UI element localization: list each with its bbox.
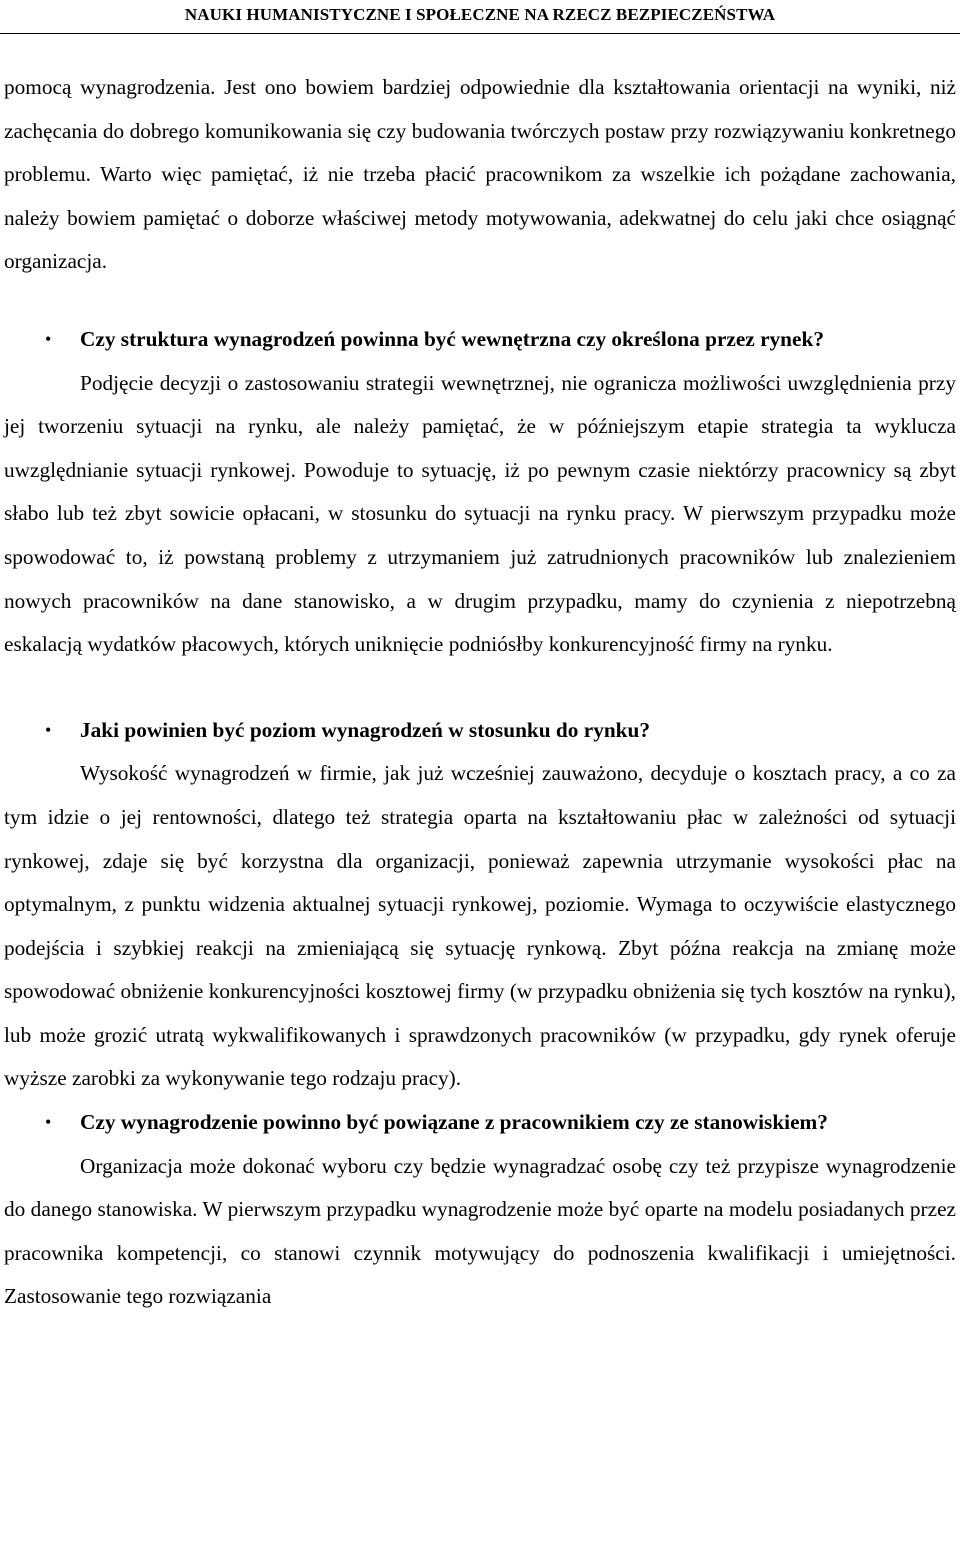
page-body bbox=[4, 66, 956, 1319]
spacer bbox=[4, 284, 956, 318]
question-heading-3 bbox=[4, 1101, 956, 1145]
paragraph-person-or-position: Organizacja może dokonać wyboru czy będzie wynagradzać osobę czy też przypisze wynagrodzenie do danego stanowiska. W pierwszym przypadku wynagrodzenie może być oparte na modelu posiadanych przez pracownika kompetencji, co stanowi czynnik motywujący do podnoszenia kwalifikacji i umiejętności. Zastosowanie tego rozwiązania bbox=[4, 1153, 956, 1309]
header-rule bbox=[0, 33, 960, 34]
bullet-icon: • bbox=[45, 328, 52, 349]
question-heading-2 bbox=[4, 709, 956, 753]
question-3-text: Czy wynagrodzenie powinno być powiązane z pracownikiem czy ze stanowiskiem? bbox=[80, 1110, 828, 1135]
spacer bbox=[4, 667, 956, 709]
paragraph-intro: pomocą wynagrodzenia. Jest ono bowiem bardziej odpowiednie dla kształtowania orientacji na wyniki, niż zachęcania do dobrego komunikowania się czy budowania twórczych postaw przy rozwiązywaniu konkretnego problemu. Warto więc pamiętać, iż nie trzeba płacić pracownikom za wszelkie ich pożądane zachowania, należy bowiem pamiętać o doborze właściwej metody motywowania, adekwatnej do celu jaki chce osiągnąć organizacja. bbox=[4, 75, 956, 274]
running-header: NAUKI HUMANISTYCZNE I SPOŁECZNE NA RZECZ BEZPIECZEŃSTWA bbox=[184, 5, 776, 24]
question-1-text: Czy struktura wynagrodzeń powinna być wewnętrzna czy określona przez rynek? bbox=[80, 326, 824, 351]
question-2-text: Jaki powinien być poziom wynagrodzeń w stosunku do rynku? bbox=[80, 717, 651, 742]
bullet-icon: • bbox=[45, 1112, 52, 1133]
question-heading-1 bbox=[4, 318, 956, 362]
paragraph-internal-strategy: Podjęcie decyzji o zastosowaniu strategii wewnętrznej, nie ogranicza możliwości uwzględnienia przy jej tworzeniu sytuacji na rynku, ale należy pamiętać, że w późniejszym etapie strategia ta wyklucza uwzględnianie sytuacji rynkowej. Powoduje to sytuację, iż po pewnym czasie niektórzy pracownicy są zbyt słabo lub też zbyt sowicie opłacani, w stosunku do sytuacji na rynku pracy. W pierwszym przypadku może spowodować to, iż powstaną problemy z utrzymaniem już zatrudnionych pracowników lub znalezieniem nowych pracowników na dane stanowisko, a w drugim przypadku, mamy do czynienia z niepotrzebną eskalacją wydatków płacowych, których uniknięcie podniósłby konkurencyjność firmy na rynku. bbox=[4, 370, 956, 657]
paragraph-market-level: Wysokość wynagrodzeń w firmie, jak już wcześniej zauważono, decyduje o kosztach pracy, a co za tym idzie o jej rentowności, dlatego też strategia oparta na kształtowaniu płac w zależności od sytuacji rynkowej, zdaje się być korzystna dla organizacji, ponieważ zapewnia utrzymanie wysokości płac na optymalnym, z punktu widzenia aktualnej sytuacji rynkowej, poziomie. Wymaga to oczywiście elastycznego podejścia i szybkiej reakcji na zmieniającą się sytuację rynkową. Zbyt późna reakcja na zmianę może spowodować obniżenie konkurencyjności kosztowej firmy (w przypadku obniżenia się tych kosztów na rynku), lub może grozić utratą wykwalifikowanych i sprawdzonych pracowników (w przypadku, gdy rynek oferuje wyższe zarobki za wykonywanie tego rodzaju pracy). bbox=[4, 761, 956, 1091]
bullet-icon: • bbox=[45, 719, 52, 740]
